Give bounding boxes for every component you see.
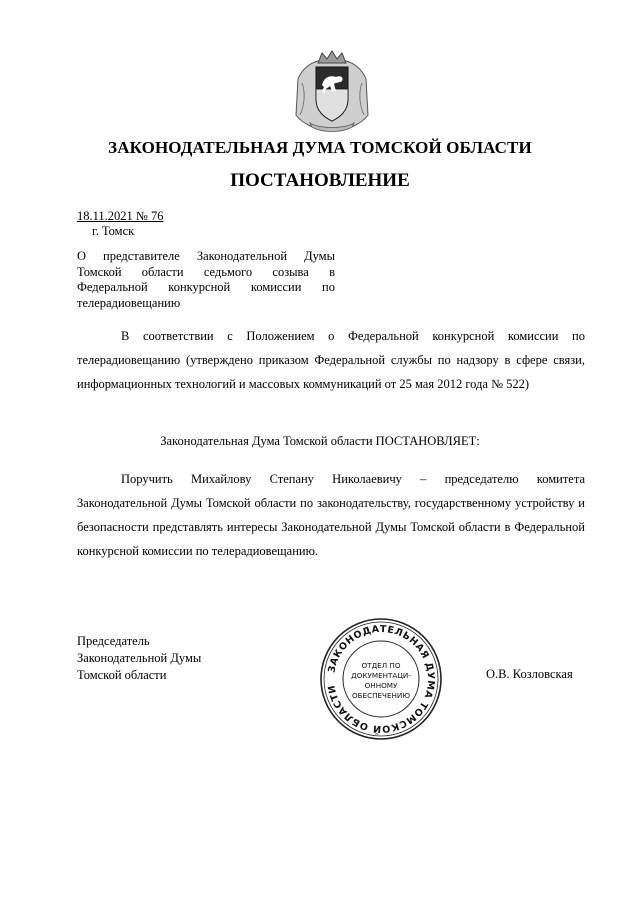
document-date-number: 18.11.2021 № 76 [77,209,164,223]
signer-title-line: Председатель [77,634,150,648]
signer-title [77,633,201,684]
seal-outer-text: ЗАКОНОДАТЕЛЬНАЯ ДУМА ТОМСКОЙ ОБЛАСТИ [326,623,437,735]
seal-center-line: ДОКУМЕНТАЦИ- [351,671,411,680]
official-seal-stamp [319,617,443,741]
signer-name: О.В. Козловская [486,667,573,681]
seal-center-line: ОБЕСПЕЧЕНИЮ [351,691,411,700]
tomsk-coat-of-arms-icon [292,49,372,133]
body-paragraph-preamble: В соответствии с Положением о Федеральной конкурсной комиссии по телерадиовещанию (утверждено приказом Федеральной службы по надзору в сфере связи, информационных технологий и массовых коммуникаций от 25 мая 2012 года № 522) [77,329,585,391]
document-subject: О представителе Законодательной Думы Томской области седьмого созыва в Федеральной конкурсной комиссии по телерадиовещанию [77,249,335,310]
body-decree-line: Законодательная Дума Томской области ПОСТАНОВЛЯЕТ: [160,434,480,448]
seal-center-line: ОННОМУ [364,681,398,690]
seal-center-line: ОТДЕЛ ПО [361,661,401,670]
document-type-heading: ПОСТАНОВЛЕНИЕ [230,170,410,191]
body-paragraph-resolution: Поручить Михайлову Степану Николаевичу – председателю комитета Законодательной Думы Томской области по законодательству, государственному устройству и безопасности представлять интересы Законодательной Думы Томской области в Федеральной конкурсной комиссии по телерадиовещанию. [77,472,585,558]
document-city: г. Томск [92,224,135,238]
signer-title-line: Законодательной Думы [77,651,202,665]
organization-name: ЗАКОНОДАТЕЛЬНАЯ ДУМА ТОМСКОЙ ОБЛАСТИ [108,138,532,157]
signer-title-line: Томской области [77,668,167,682]
